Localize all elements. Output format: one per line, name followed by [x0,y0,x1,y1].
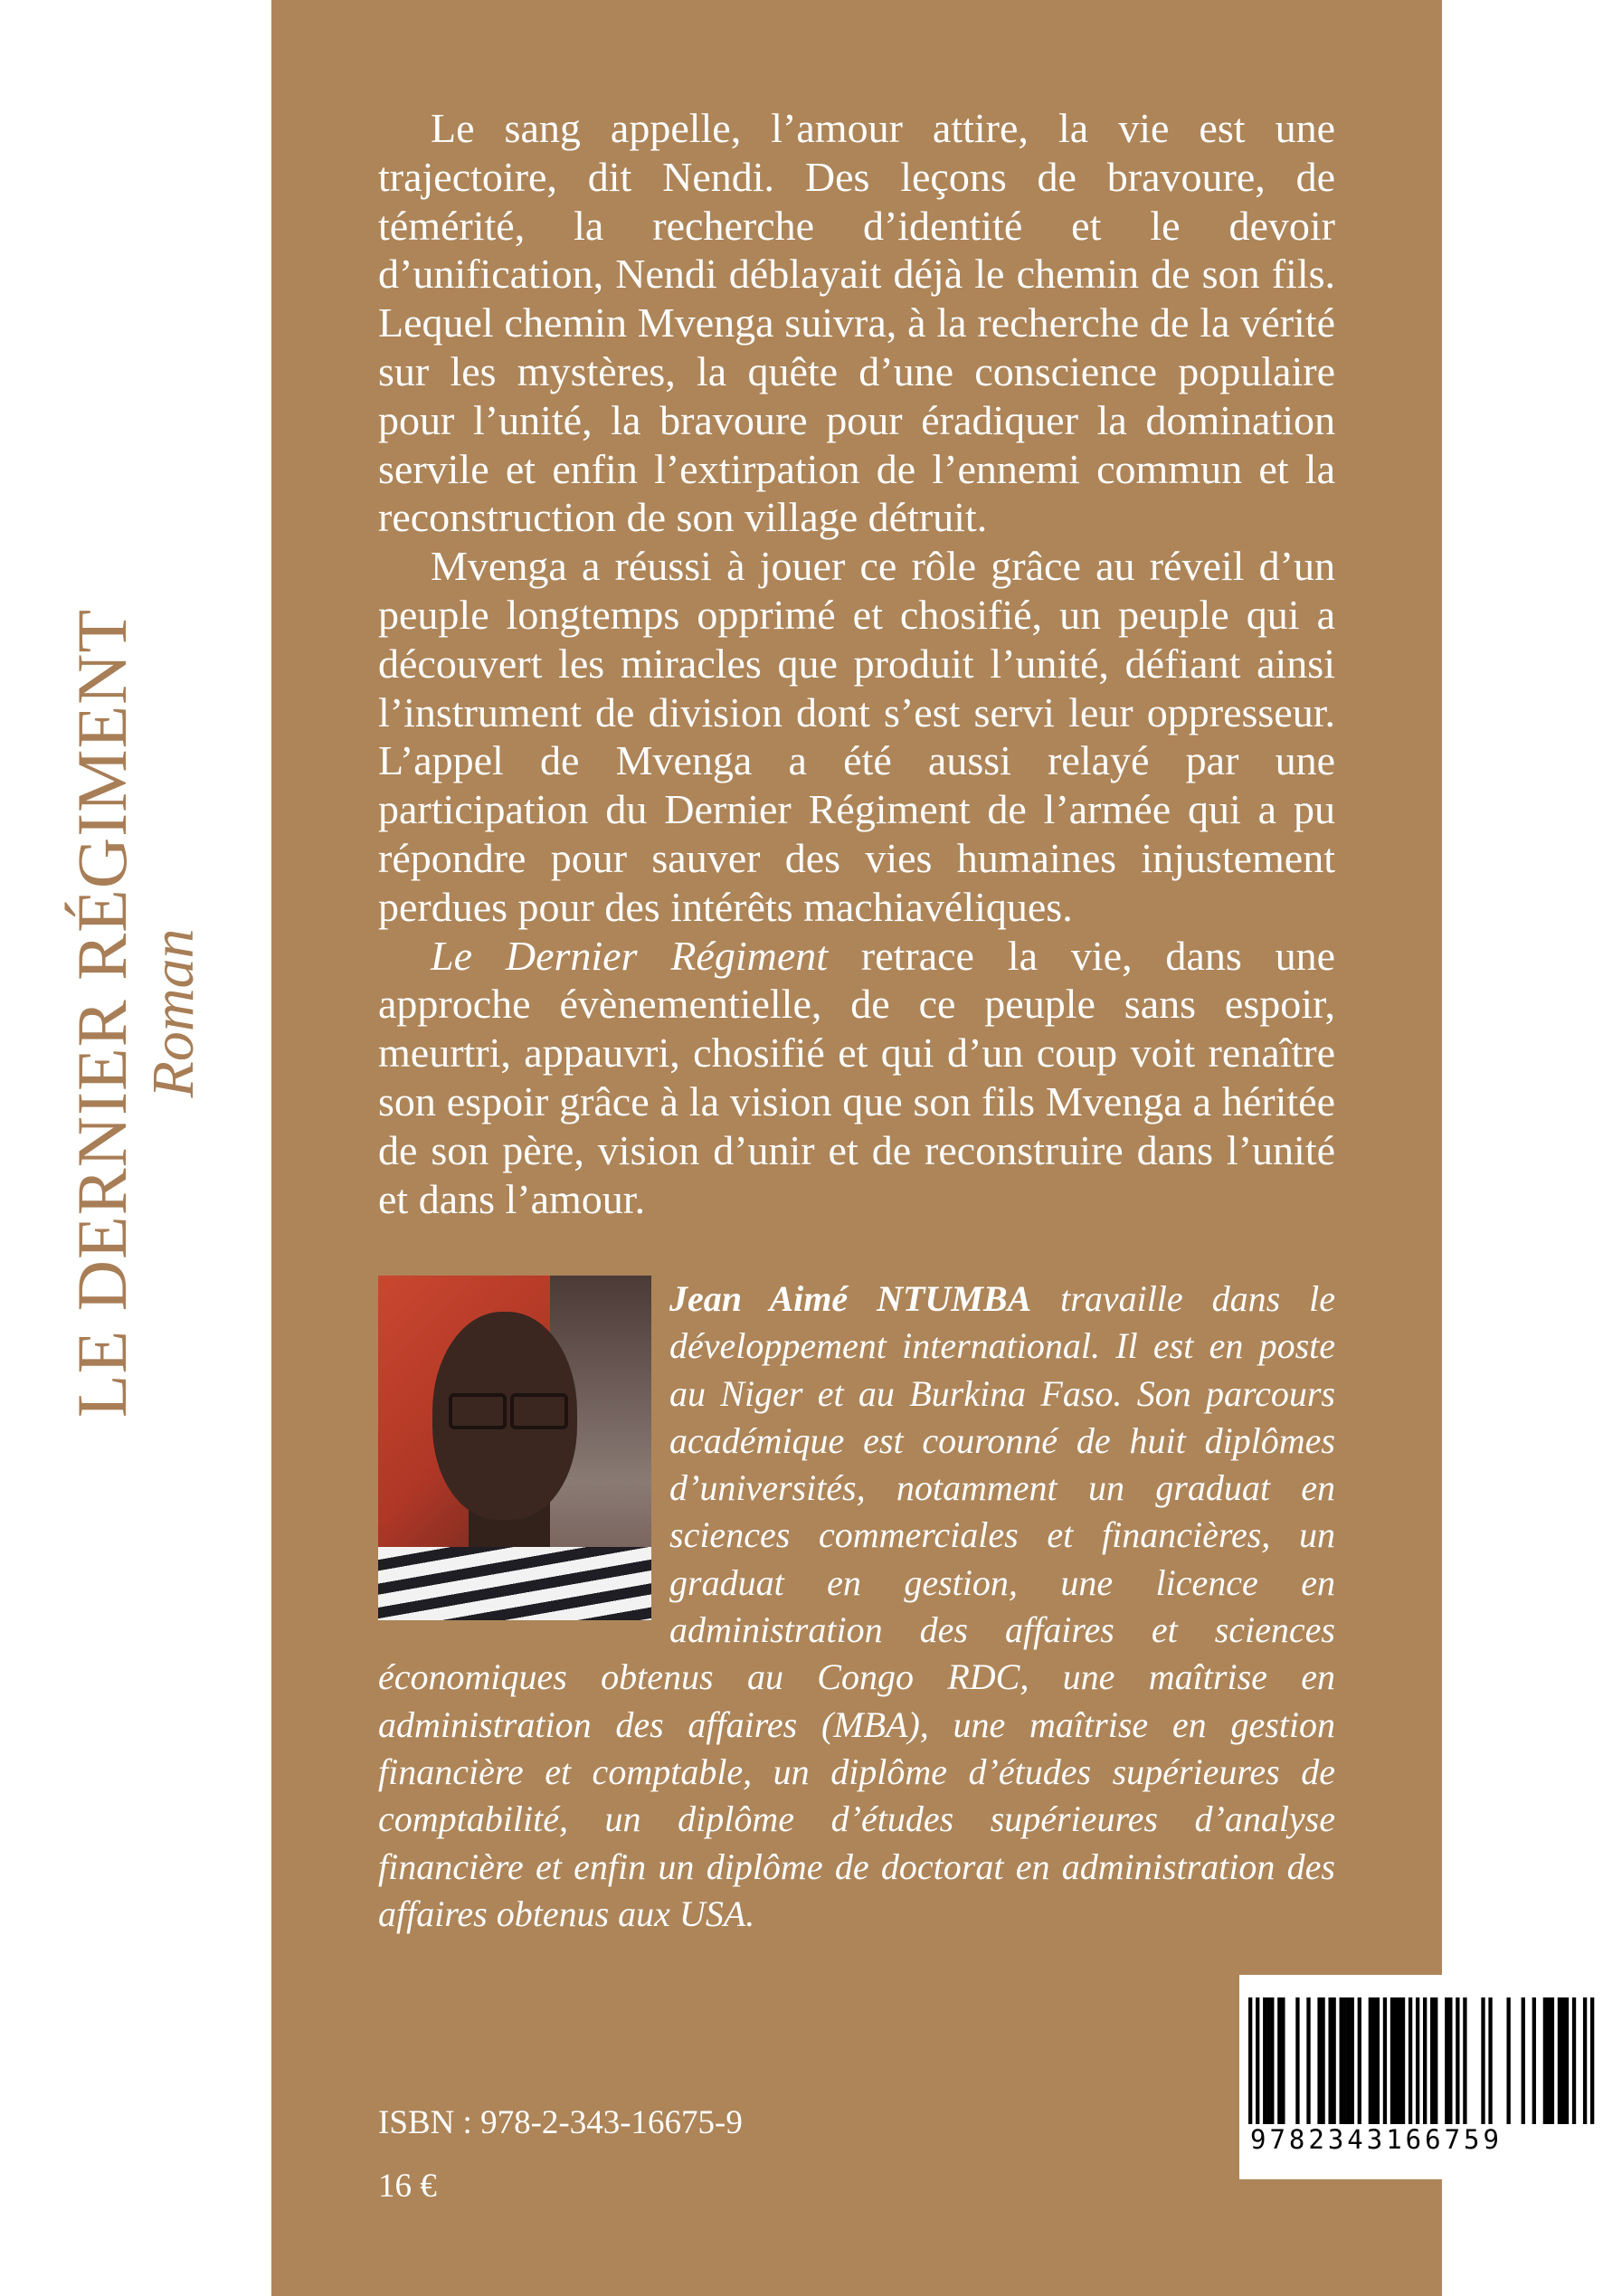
author-name: Jean Aimé NTUMBA [669,1278,1032,1319]
spine-text [64,609,207,1418]
blurb-paragraph-3 [378,932,1335,1224]
barcode-bar [1506,1997,1510,2124]
barcode-bar [1270,1997,1274,2124]
barcode-bar [1306,1997,1310,2124]
barcode-bar [1343,1997,1347,2124]
book-title-italic: Le Dernier Régiment [431,932,829,979]
barcode-bar [1281,1997,1285,2124]
barcode-bar [1558,1997,1561,2124]
barcode-bar [1463,1997,1466,2124]
barcode-bar [1351,1997,1354,2124]
barcode-bar [1565,1997,1569,2124]
barcode-bar [1448,1997,1452,2124]
barcode [1239,1975,1603,2179]
back-cover [271,0,1503,2296]
barcode-bar [1332,1997,1335,2124]
barcode-bar [1263,1997,1266,2124]
author-photo [378,1276,651,1620]
barcode-bar [1256,1997,1259,2124]
barcode-bar [1340,1997,1343,2124]
barcode-bar [1376,1997,1380,2124]
photo-striped-shirt [378,1547,651,1620]
blurb-paragraph-3-text: retrace la vie, dans une approche évènementielle, de ce peuple sans espoir, meurtri, appauvri, chosifié et qui d’un coup voit renaître son espoir grâce à la vision que son fils Mvenga a héritée de son père, vision d’unir et de reconstruire dans l’unité et dans l’amour. [378,932,1335,1222]
barcode-bar [1266,1997,1270,2124]
barcode-bar [1551,1997,1554,2124]
barcode-bars [1248,1997,1594,2124]
barcode-bar [1481,1997,1484,2124]
barcode-bar [1398,1997,1401,2124]
barcode-bar [1317,1997,1321,2124]
spine-title: LE DERNIER RÉGIMENT [62,608,141,1418]
barcode-bar [1434,1997,1437,2124]
barcode-bar [1522,1997,1525,2124]
blurb [378,104,1335,1223]
barcode-bar [1277,1997,1281,2124]
barcode-bar [1390,1997,1394,2124]
price: 16 € [378,2168,437,2205]
spine-subtitle: Roman [140,928,206,1098]
book-spine [0,0,271,2296]
author-block [378,1276,1335,1938]
barcode-bar [1561,1997,1565,2124]
barcode-bar [1295,1997,1299,2124]
barcode-bar [1372,1997,1376,2124]
barcode-bar [1409,1997,1412,2124]
barcode-bar [1572,1997,1576,2124]
barcode-bar [1248,1997,1252,2124]
barcode-bar [1394,1997,1398,2124]
barcode-bar [1416,1997,1419,2124]
barcode-bar [1369,1997,1372,2124]
barcode-bar [1488,1997,1492,2124]
barcode-bar [1401,1997,1405,2124]
barcode-bar [1445,1997,1448,2124]
barcode-bar [1423,1997,1427,2124]
barcode-bar [1358,1997,1361,2124]
barcode-digits: 9782343166759 [1250,2124,1503,2155]
barcode-bar [1590,1997,1594,2124]
barcode-bar [1321,1997,1324,2124]
barcode-bar [1547,1997,1551,2124]
barcode-bar [1583,1997,1587,2124]
barcode-bar [1543,1997,1547,2124]
barcode-bar [1532,1997,1536,2124]
photo-glasses-right [510,1393,568,1429]
blurb-paragraph-2: Mvenga a réussi à jouer ce rôle grâce au réveil d’un peuple longtemps opprimé et chosifié, un peuple qui a découvert les miracles que produit l’unité, défiant ainsi l’instrument de division dont s’est servi leur oppresseur. L’appel de Mvenga a été aussi relayé par une participation du Dernier Régiment de l’armée qui a pu répondre pour sauver des vies humaines injustement perdues pour des intérêts machiavéliques. [378,543,1335,930]
barcode-bar [1430,1997,1434,2124]
barcode-bar [1328,1997,1332,2124]
barcode-bar [1383,1997,1387,2124]
photo-glasses-left [449,1393,507,1429]
isbn: ISBN : 978-2-343-16675-9 [378,2104,743,2141]
barcode-bar [1456,1997,1459,2124]
blurb-paragraph-1: Le sang appelle, l’amour attire, la vie est une trajectoire, dit Nendi. Des leçons de bravoure, de témérité, la recherche d’identité et le devoir d’unification, Nendi déblayait déjà le chemin de son fils. Lequel chemin Mvenga suivra, à la recherche de la vérité sur les mystères, la quête d’une conscience populaire pour l’unité, la bravoure pour éradiquer la domination servile et enfin l’extirpation de l’ennemi commun et la reconstruction de son village détruit. [378,105,1335,541]
barcode-bar [1347,1997,1351,2124]
author-bio: travaille dans le développement international. Il est en poste au Niger et au Burkina Faso. Son parcours académique est couronné de huit diplômes d’universités, notamment un graduat en sciences commerciales et financières, un graduat en gestion, une licence en administration des affaires et sciences économiques obtenus au Congo RDC, une maîtrise en administration des affaires (MBA), une maîtrise en gestion financière et comptable, un diplôme d’études supérieures de comptabilité, un diplôme d’études supérieures d’analyse financière et enfin un diplôme de doctorat en administration des affaires obtenus aux USA. [378,1278,1335,1934]
